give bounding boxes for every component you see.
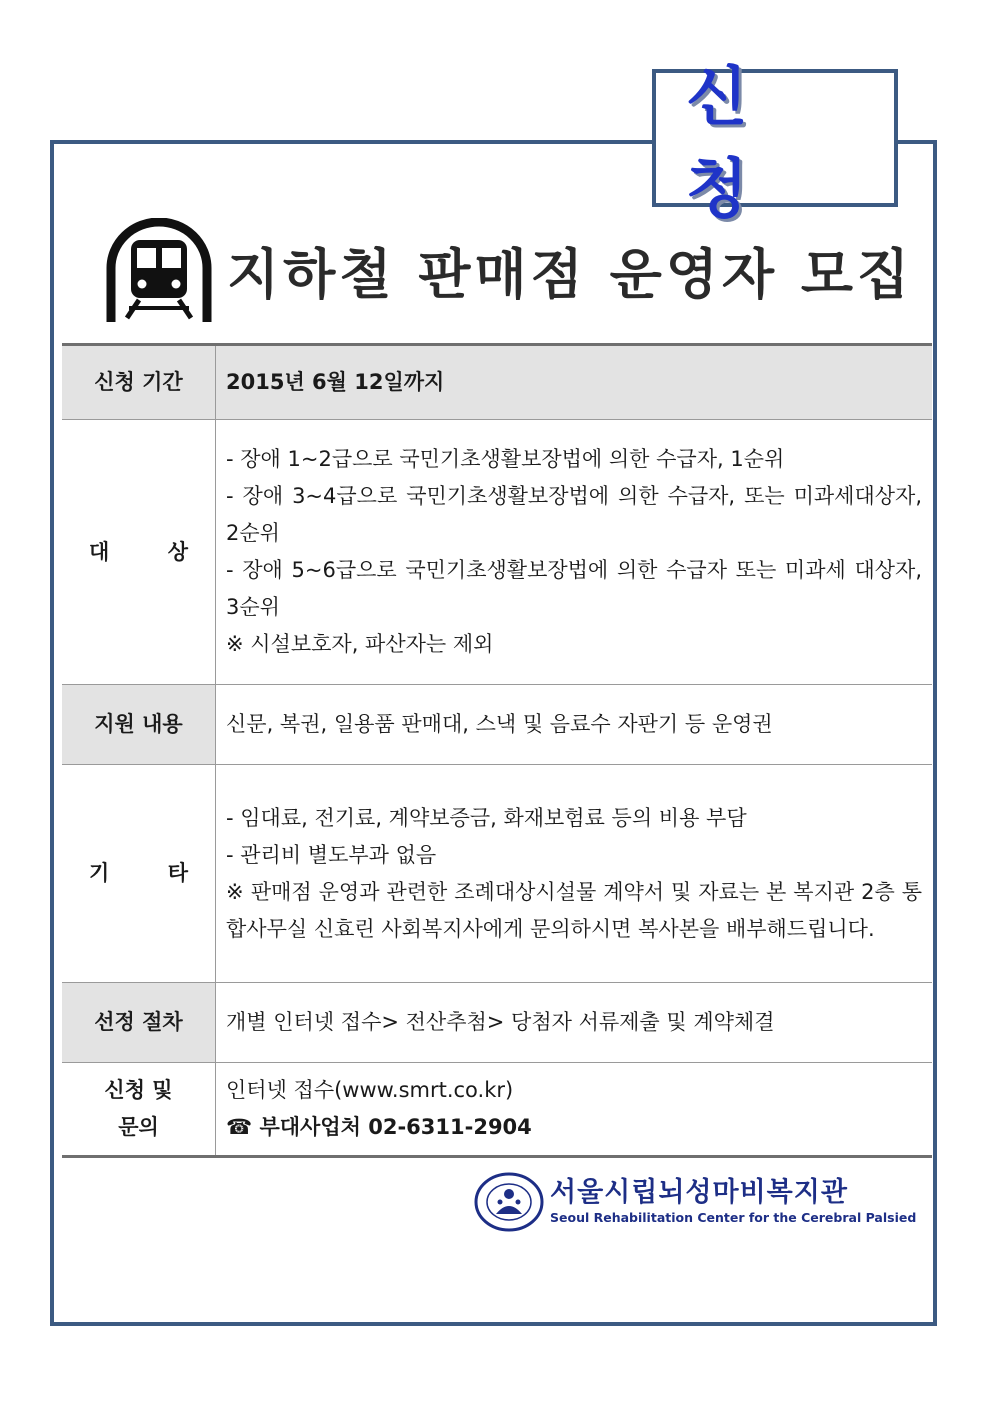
seal-logo-icon — [474, 1172, 544, 1232]
target-line-2: - 장애 3~4급으로 국민기초생활보장법에 의한 수급자, 또는 미과세대상자, 2순위 — [226, 484, 922, 545]
target-label — [62, 420, 216, 685]
procedure-label: 선정 절차 — [62, 983, 216, 1063]
apply-stamp — [652, 61, 898, 227]
other-label — [62, 765, 216, 983]
period-value: 2015년 6월 12일까지 — [216, 345, 933, 420]
target-value — [216, 420, 933, 685]
row-other — [62, 765, 932, 983]
other-label-b: 타 — [167, 861, 188, 885]
apply-phone-line — [226, 1109, 922, 1146]
apply-label-line-2: 문의 — [118, 1115, 159, 1139]
page-title: 지하철 판매점 운영자 모집 — [227, 242, 914, 306]
header — [105, 218, 913, 322]
info-table — [62, 343, 932, 1158]
support-label: 지원 내용 — [62, 685, 216, 765]
other-line-1: - 임대료, 전기료, 계약보증금, 화재보험료 등의 비용 부담 — [226, 805, 747, 830]
other-line-3: ※ 판매점 운영과 관련한 조례대상시설물 계약서 및 자료는 본 복지관 2층 통합사무실 신효린 사회복지사에게 문의하시면 복사본을 배부해드립니다. — [226, 879, 922, 941]
target-line-3: - 장애 5~6급으로 국민기초생활보장법에 의한 수급자 또는 미과세 대상자, 3순위 — [226, 558, 922, 619]
row-apply — [62, 1063, 932, 1157]
organization-logo — [474, 1172, 916, 1232]
logo-text — [550, 1177, 916, 1227]
other-label-a: 기 — [89, 861, 110, 885]
logo-name-en: Seoul Rehabilitation Center for the Cerebral Palsied — [550, 1210, 917, 1225]
row-period — [62, 345, 932, 420]
apply-label — [62, 1063, 216, 1157]
target-line-4: ※ 시설보호자, 파산자는 제외 — [226, 632, 494, 656]
target-label-a: 대 — [89, 539, 110, 564]
row-target — [62, 420, 932, 685]
row-support — [62, 685, 932, 765]
apply-internet: 인터넷 접수(www.smrt.co.kr) — [226, 1078, 514, 1102]
subway-train-icon — [105, 218, 213, 322]
phone-icon: ☎ — [226, 1115, 253, 1139]
procedure-value: 개별 인터넷 접수> 전산추첨> 당첨자 서류제출 및 계약체결 — [216, 983, 933, 1063]
target-label-b: 상 — [167, 539, 188, 564]
other-line-2: - 관리비 별도부과 없음 — [226, 842, 437, 867]
target-line-1: - 장애 1~2급으로 국민기초생활보장법에 의한 수급자, 1순위 — [226, 447, 785, 471]
apply-label-line-1: 신청 및 — [104, 1078, 173, 1102]
logo-name-ko: 서울시립뇌성마비복지관 — [550, 1177, 848, 1208]
stamp-text: 신 청 — [686, 61, 778, 227]
row-procedure — [62, 983, 932, 1063]
apply-value — [216, 1063, 933, 1157]
period-label: 신청 기간 — [62, 345, 216, 420]
apply-phone: 부대사업처 02-6311-2904 — [259, 1115, 532, 1139]
support-value: 신문, 복권, 일용품 판매대, 스낵 및 음료수 자판기 등 운영권 — [216, 685, 933, 765]
other-value — [216, 765, 933, 983]
